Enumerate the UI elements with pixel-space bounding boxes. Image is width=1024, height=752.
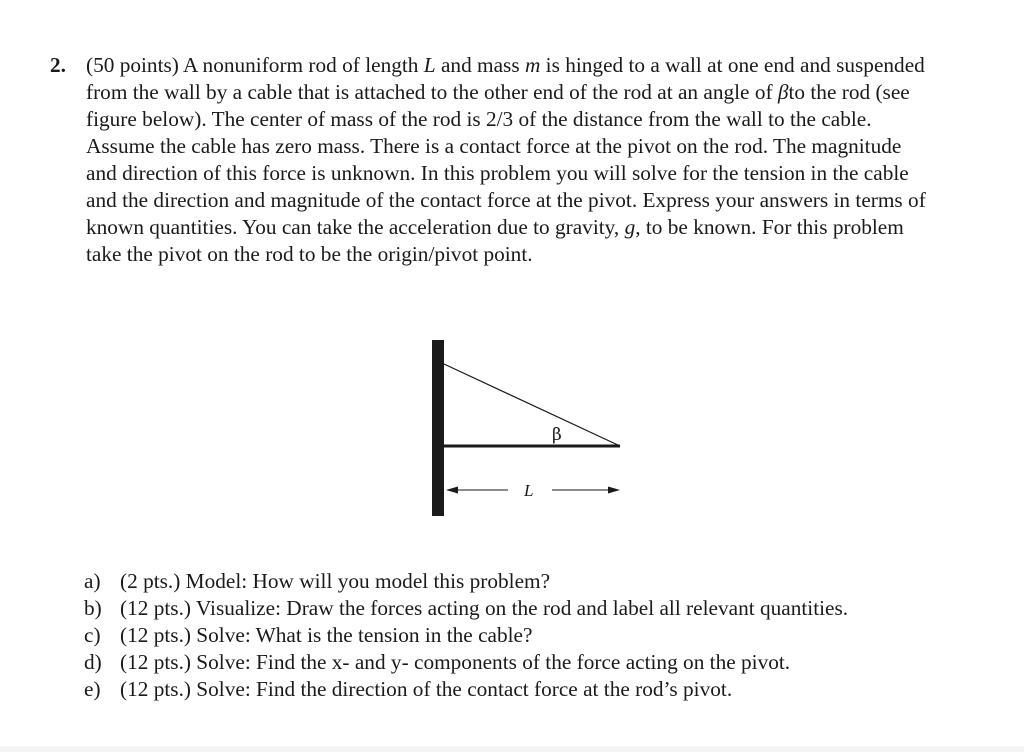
var-beta: β — [777, 80, 789, 104]
part-letter: a) — [84, 569, 101, 593]
part-letter: d) — [84, 650, 102, 674]
cable — [444, 364, 620, 446]
problem-text-segment: to the rod (see figure below). The center of mass of the rod is 2/3 of the distance from the wall to the cable. Assume the cable has zero mass. There is a contact force at the pivot on the rod. The magnitude and direction of this force is unknown. In this problem you will solve for the tension in the cable and the direction and magnitude of the contact force at the pivot. Express your answers in terms of known quantities. You can take the acceleration due to gravity, — [86, 80, 926, 239]
angle-label: β — [552, 425, 562, 445]
list-item — [84, 568, 964, 595]
var-g: g — [624, 215, 636, 239]
length-label: L — [524, 481, 534, 500]
rod-cable-figure — [424, 336, 644, 526]
arrowhead-right-icon — [608, 487, 620, 494]
problem-text-segment: , to be known. For this problem take the pivot on the rod to be the origin/pivot point. — [86, 215, 904, 266]
part-text: (12 pts.) Visualize: Draw the forces acting on the rod and label all relevant quantities. — [120, 596, 849, 620]
list-item — [84, 622, 964, 649]
list-item — [84, 595, 964, 622]
problem-text-segment: is hinged to a wall at one end and suspended from the wall by a cable that is attached to the other end of the rod at an angle of — [86, 53, 925, 104]
list-item — [84, 649, 964, 676]
page-bottom-edge — [0, 746, 1024, 752]
var-m: m — [524, 53, 541, 77]
problem-text-segment: A nonuniform rod of length — [178, 53, 424, 77]
part-letter: c) — [84, 623, 101, 647]
problem-text — [86, 52, 930, 268]
part-text: (12 pts.) Solve: Find the x- and y- components of the force acting on the pivot. — [120, 650, 791, 674]
list-item — [84, 676, 964, 703]
var-L: L — [423, 53, 436, 77]
part-letter: e) — [84, 677, 101, 701]
part-text: (12 pts.) Solve: Find the direction of the contact force at the rod’s pivot. — [120, 677, 733, 701]
part-text: (2 pts.) Model: How will you model this problem? — [120, 569, 551, 593]
wall — [432, 340, 444, 516]
arrowhead-left-icon — [446, 487, 458, 494]
problem-statement — [50, 52, 930, 268]
part-letter: b) — [84, 596, 102, 620]
problem-points: (50 points) — [86, 53, 179, 77]
problem-text-segment: and mass — [435, 53, 525, 77]
part-text: (12 pts.) Solve: What is the tension in the cable? — [120, 623, 533, 647]
problem-number: 2. — [50, 53, 66, 77]
question-parts-list — [84, 568, 964, 703]
